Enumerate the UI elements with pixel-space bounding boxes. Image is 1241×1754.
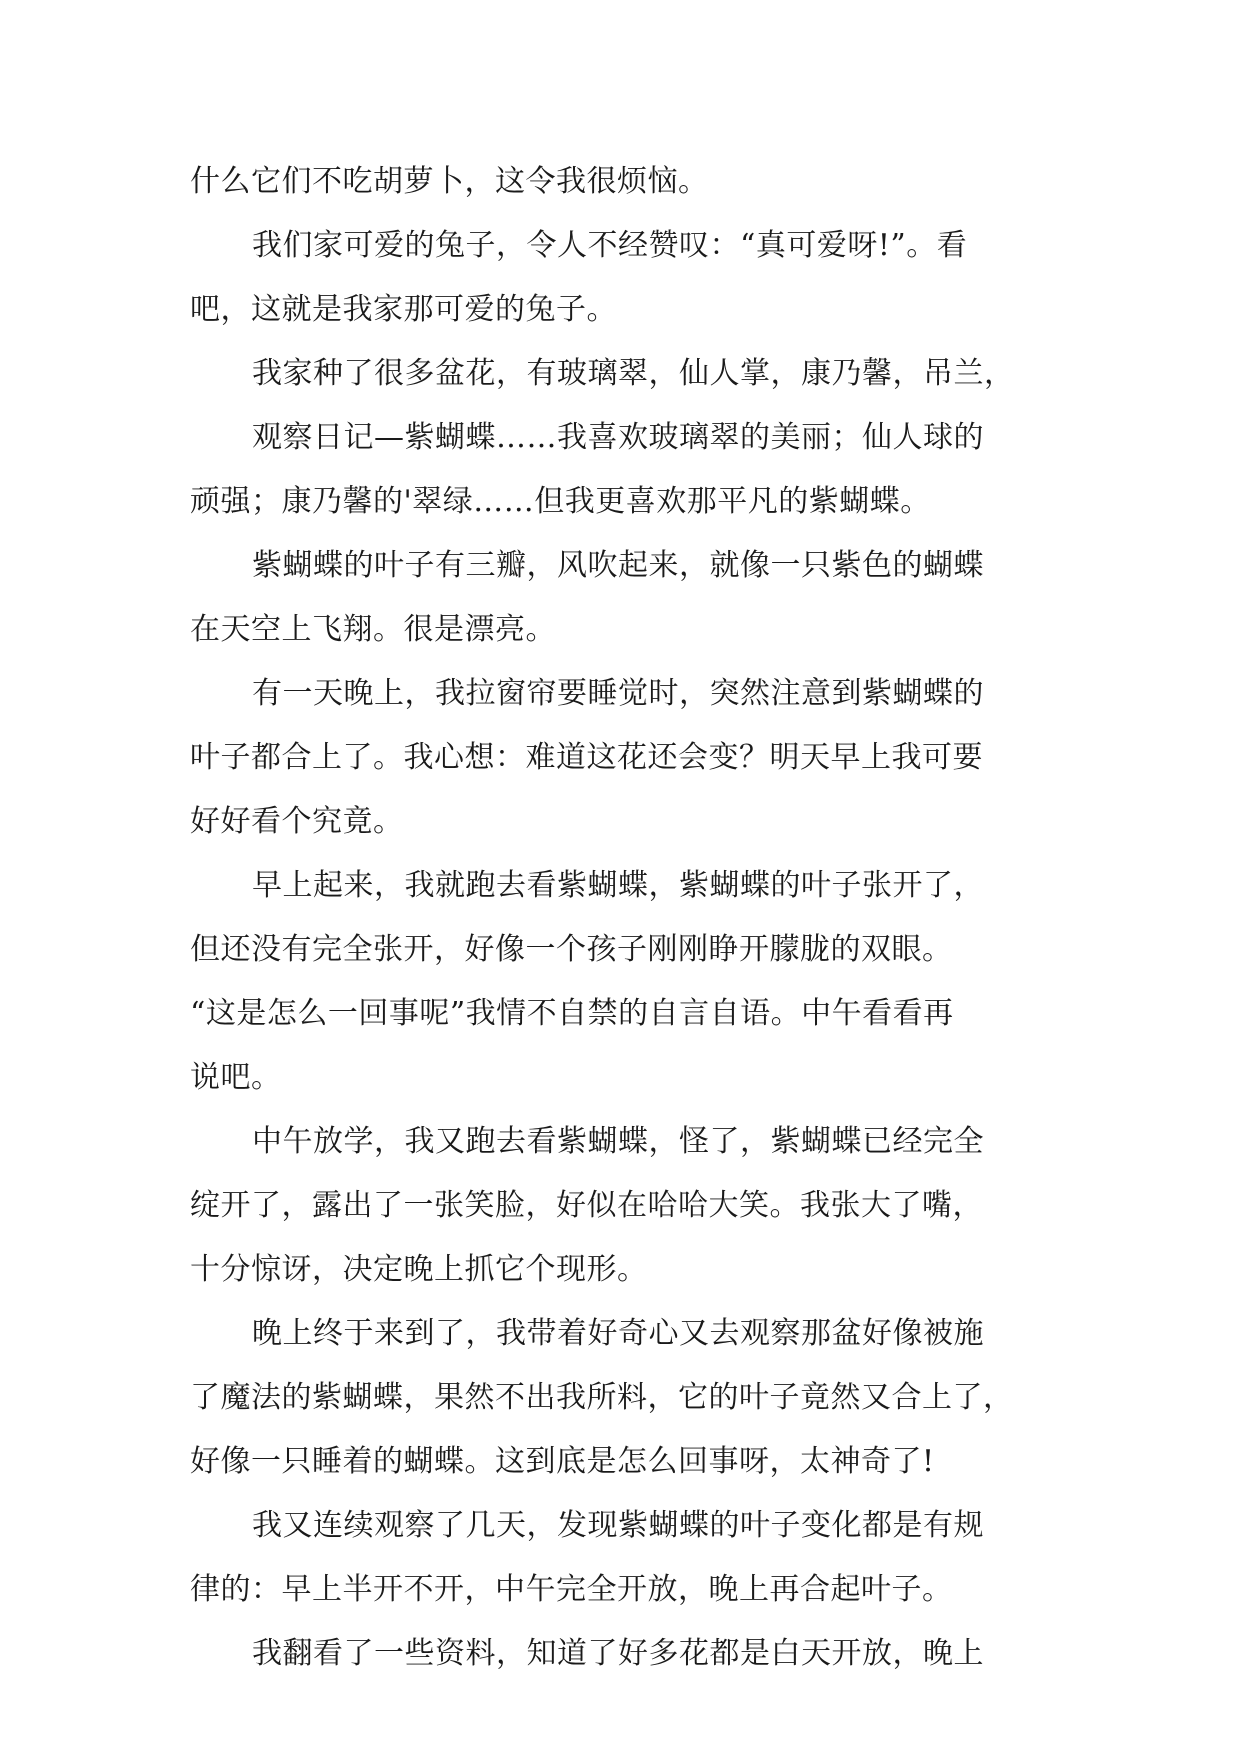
text-line: 好像一只睡着的蝴蝶。这到底是怎么回事呀，太神奇了!	[190, 1444, 935, 1479]
text-line: 吧，这就是我家那可爱的兔子。	[190, 292, 617, 327]
text-line: 绽开了，露出了一张笑脸，好似在哈哈大笑。我张大了嘴，	[190, 1188, 983, 1223]
text-line: 什么它们不吃胡萝卜，这令我很烦恼。	[190, 164, 709, 199]
text-line: 十分惊讶，决定晚上抓它个现形。	[190, 1252, 648, 1287]
text-line: 了魔法的紫蝴蝶，果然不出我所料，它的叶子竟然又合上了，	[190, 1380, 1014, 1415]
text-line: “这是怎么一回事呢”我情不自禁的自言自语。中午看看再	[190, 996, 954, 1031]
text-line: 中午放学，我又跑去看紫蝴蝶，怪了，紫蝴蝶已经完全	[252, 1124, 984, 1159]
text-line: 我翻看了一些资料，知道了好多花都是白天开放，晚上	[252, 1636, 984, 1671]
text-line: 有一天晚上，我拉窗帘要睡觉时，突然注意到紫蝴蝶的	[252, 676, 984, 711]
text-line: 顽强；康乃馨的'翠绿……但我更喜欢那平凡的紫蝴蝶。	[190, 484, 931, 519]
text-line: 我们家可爱的兔子，令人不经赞叹：“真可爱呀!”。看	[252, 228, 968, 263]
text-line: 观察日记—紫蝴蝶……我喜欢玻璃翠的美丽；仙人球的	[252, 420, 984, 455]
text-line: 说吧。	[190, 1060, 282, 1095]
body-text	[190, 150, 1070, 1686]
text-line: 律的：早上半开不开，中午完全开放，晚上再合起叶子。	[190, 1572, 953, 1607]
text-line: 早上起来，我就跑去看紫蝴蝶，紫蝴蝶的叶子张开了，	[252, 868, 984, 903]
text-line: 但还没有完全张开，好像一个孩子刚刚睁开朦胧的双眼。	[190, 932, 953, 967]
text-line: 在天空上飞翔。很是漂亮。	[190, 612, 556, 647]
text-line: 好好看个究竟。	[190, 804, 404, 839]
text-line: 晚上终于来到了，我带着好奇心又去观察那盆好像被施	[252, 1316, 984, 1351]
text-line: 叶子都合上了。我心想：难道这花还会变？明天早上我可要	[190, 740, 983, 775]
text-line: 我又连续观察了几天，发现紫蝴蝶的叶子变化都是有规	[252, 1508, 984, 1543]
text-line: 我家种了很多盆花，有玻璃翠，仙人掌，康乃馨，吊兰，	[252, 356, 1015, 391]
text-line: 紫蝴蝶的叶子有三瓣，风吹起来，就像一只紫色的蝴蝶	[252, 548, 984, 583]
